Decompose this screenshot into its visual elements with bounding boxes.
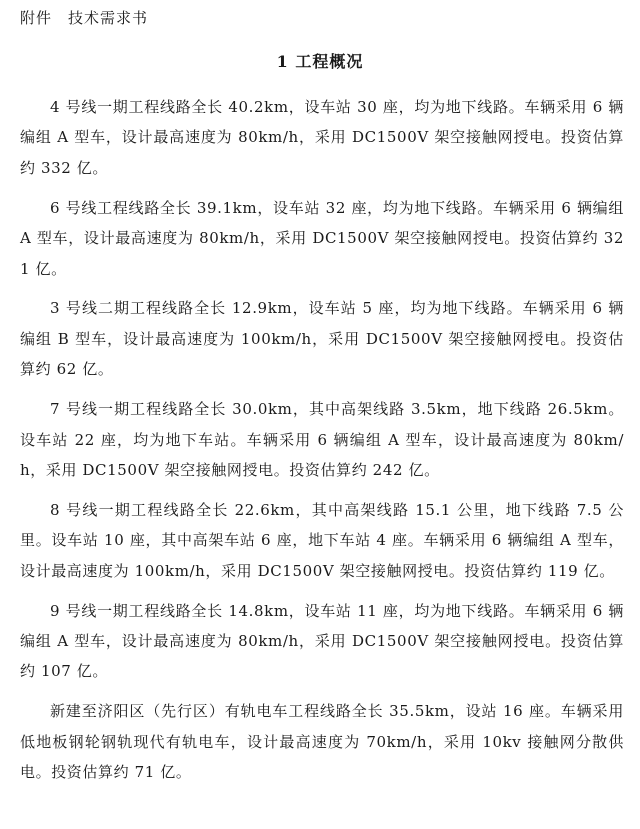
paragraph-tram-jiyang: 新建至济阳区（先行区）有轨电车工程线路全长 35.5km，设站 16 座。车辆采用低地板钢轮钢轨现代有轨电车，设计最高速度为 70km/h，采用 10kv 接触网分散供电。投资估算约 71 亿。 [20,702,624,782]
paragraph-line-6: 6 号线工程线路全长 39.1km，设车站 32 座，均为地下线路。车辆采用 6 辆编组 A 型车，设计最高速度为 80km/h，采用 DC1500V 架空接触网授电。投资估算约 321 亿。 [20,198,624,278]
attachment-header: 附件 技术需求书 [20,9,149,27]
paragraph-line-8: 8 号线一期工程线路全长 22.6km，其中高架线路 15.1 公里，地下线路 7.5 公里。设车站 10 座，其中高架车站 6 座，地下车站 4 座。车辆采用 6 辆编组 A 型车，设计最高速度为 100km/h，采用 DC1500V 架空接触网授电。投资估算约 119 亿。 [20,500,624,580]
document-body [20,92,624,797]
section-title: 1 工程概况 [276,52,364,71]
paragraph-line-4: 4 号线一期工程线路全长 40.2km，设车站 30 座，均为地下线路。车辆采用 6 辆编组 A 型车，设计最高速度为 80km/h，采用 DC1500V 架空接触网授电。投资估算约 332 亿。 [20,98,624,177]
paragraph-line-3-phase-2: 3 号线二期工程线路全长 12.9km，设车站 5 座，均为地下线路。车辆采用 6 辆编组 B 型车，设计最高速度为 100km/h，采用 DC1500V 架空接触网授电。投资估算约 62 亿。 [20,299,624,379]
paragraph-line-9: 9 号线一期工程线路全长 14.8km，设车站 11 座，均为地下线路。车辆采用 6 辆编组 A 型车，设计最高速度为 80km/h，采用 DC1500V 架空接触网授电。投资估算约 107 亿。 [20,601,624,681]
paragraph-line-7: 7 号线一期工程线路全长 30.0km，其中高架线路 3.5km，地下线路 26.5km。设车站 22 座，均为地下车站。车辆采用 6 辆编组 A 型车，设计最高速度为 80km/h，采用 DC1500V 架空接触网授电。投资估算约 242 亿。 [20,400,624,479]
